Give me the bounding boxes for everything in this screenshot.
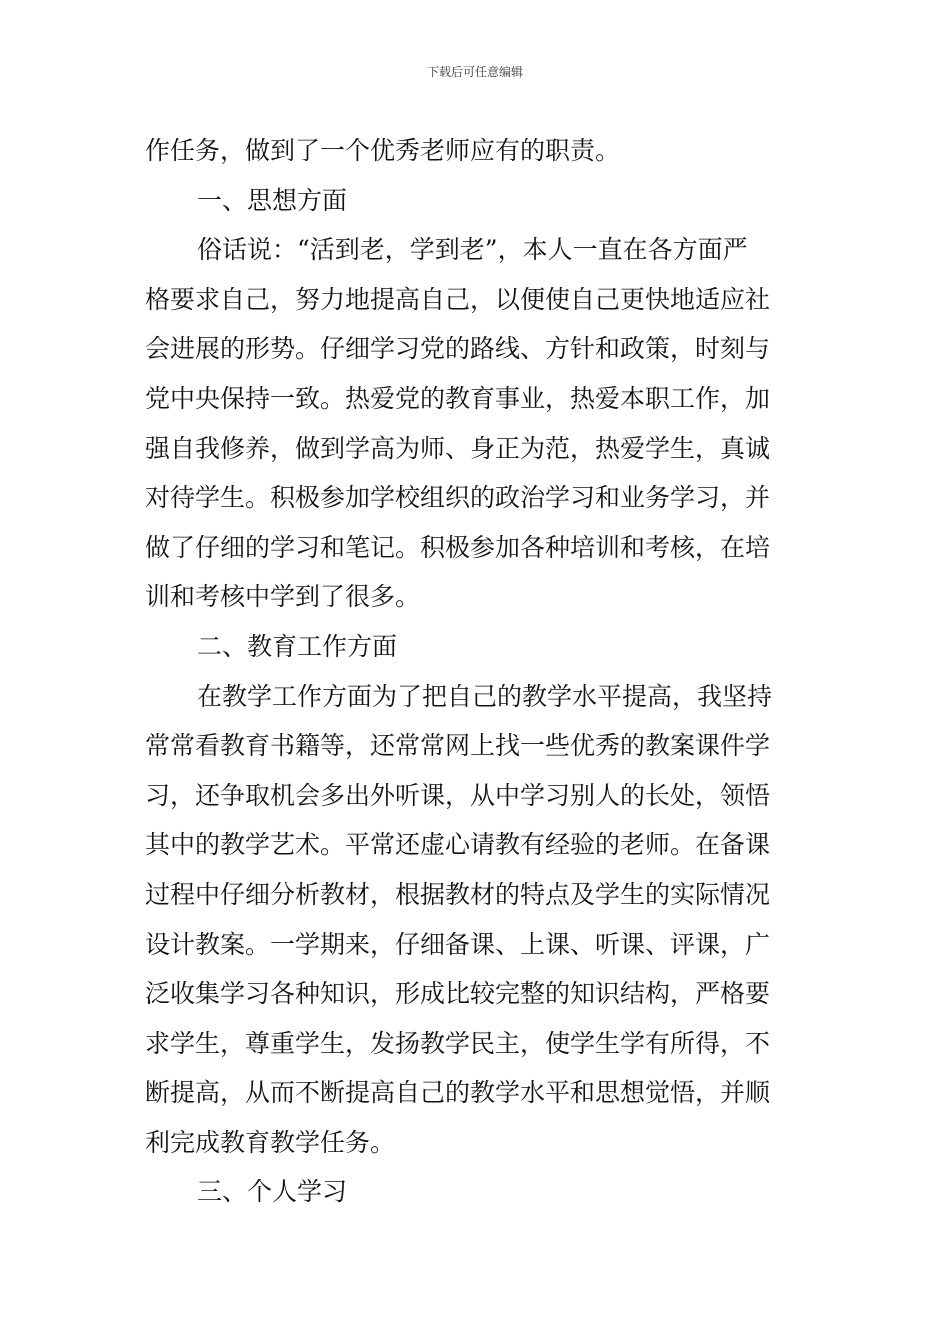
section-heading: 一、思想方面 bbox=[197, 185, 348, 215]
paragraph-line: 党中央保持一致。热爱党的教育事业，热爱本职工作，加 bbox=[145, 383, 771, 413]
paragraph-line: 俗话说：“活到老，学到老”，本人一直在各方面严 bbox=[197, 235, 748, 265]
paragraph-line: 过程中仔细分析教材，根据教材的特点及学生的实际情况 bbox=[145, 879, 771, 909]
paragraph-line: 设计教案。一学期来，仔细备课、上课、听课、评课，广 bbox=[145, 929, 771, 959]
page-header: 下载后可任意编辑 bbox=[426, 65, 523, 79]
paragraph-line: 常常看教育书籍等，还常常网上找一些优秀的教案课件学 bbox=[145, 731, 771, 761]
paragraph-line: 做了仔细的学习和笔记。积极参加各种培训和考核，在培 bbox=[145, 532, 771, 562]
paragraph-line: 训和考核中学到了很多。 bbox=[145, 582, 421, 612]
paragraph-line: 格要求自己，努力地提高自己，以便使自己更快地适应社 bbox=[145, 284, 771, 314]
paragraph-line: 会进展的形势。仔细学习党的路线、方针和政策，时刻与 bbox=[145, 334, 771, 364]
paragraph-line: 作任务，做到了一个优秀老师应有的职责。 bbox=[145, 136, 621, 165]
section-heading: 二、教育工作方面 bbox=[197, 631, 398, 661]
section-heading: 三、个人学习 bbox=[197, 1177, 348, 1207]
paragraph-line: 在教学工作方面为了把自己的教学水平提高，我坚持 bbox=[197, 681, 773, 711]
document-body bbox=[145, 126, 810, 1217]
paragraph-line: 泛收集学习各种知识，形成比较完整的知识结构，严格要 bbox=[145, 979, 771, 1009]
paragraph-line: 习，还争取机会多出外听课，从中学习别人的长处，领悟 bbox=[145, 780, 771, 810]
paragraph-line: 强自我修养，做到学高为师、身正为范，热爱学生，真诚 bbox=[145, 433, 771, 463]
paragraph-line: 求学生，尊重学生，发扬教学民主，使学生学有所得，不 bbox=[145, 1028, 771, 1058]
paragraph-line: 利完成教育教学任务。 bbox=[145, 1127, 396, 1157]
paragraph-line: 对待学生。积极参加学校组织的政治学习和业务学习，并 bbox=[145, 483, 771, 513]
paragraph-line: 其中的教学艺术。平常还虚心请教有经验的老师。在备课 bbox=[145, 830, 771, 860]
paragraph-line: 断提高，从而不断提高自己的教学水平和思想觉悟，并顺 bbox=[145, 1078, 771, 1108]
